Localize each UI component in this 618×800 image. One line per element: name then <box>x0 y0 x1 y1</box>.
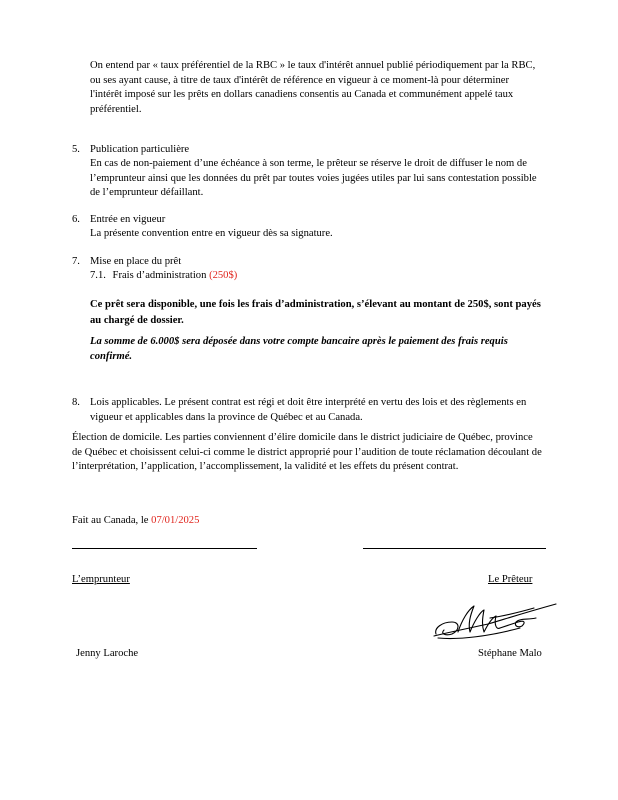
signing-date: 07/01/2025 <box>151 515 200 526</box>
section-7-italic-note: La somme de 6.000$ sera déposée dans votre compte bancaire après le paiement des frais requis confirmé. <box>90 336 508 362</box>
intro-paragraph: On entend par « taux préférentiel de la RBC » le taux d'intérêt annuel publié périodiquement par la RBC, ou ses ayant cause, à titre de taux d'intérêt de référence en vigueur à ce moment-là pour déterminer l'intérêt imposé sur les prêts en dollars canadiens consentis au Canada et communément appelé taux préférentiel. <box>90 60 536 115</box>
section-8-body: Lois applicables. Le présent contrat est régi et doit être interprété en vertu des lois et des règlements en vigueur et applicables dans la province de Québec et au Canada. <box>90 397 527 423</box>
section-5-number: 5. <box>72 144 80 155</box>
borrower-role-label: L’emprunteur <box>72 574 130 585</box>
section-7-1-line <box>90 269 237 284</box>
section-7-title: Mise en place du prêt <box>90 256 182 267</box>
section-6-number: 6. <box>72 214 80 225</box>
signing-line <box>72 514 199 529</box>
section-7-1-number: 7.1. <box>90 270 106 281</box>
lender-name: Stéphane Malo <box>478 648 542 659</box>
section-8-number: 8. <box>72 397 80 408</box>
borrower-name: Jenny Laroche <box>76 648 139 659</box>
section-5-title: Publication particulière <box>90 144 190 155</box>
signing-prefix: Fait au Canada, le <box>72 515 149 526</box>
lender-role-label: Le Prêteur <box>488 574 533 585</box>
section-6-body: La présente convention entre en vigueur dès sa signature. <box>90 228 333 239</box>
section-7-1-label: Frais d’administration <box>112 270 207 281</box>
section-7-bold-note: Ce prêt sera disponible, une fois les frais d’administration, s’élevant au montant de 250$, sont payés au chargé de dossier. <box>90 299 541 326</box>
borrower-signature-line <box>72 548 257 549</box>
section-5-body: En cas de non-paiement d’une échéance à son terme, le prêteur se réserve le droit de diffuser le nom de l’emprunteur ainsi que les données du prêt par toutes voies jugées utiles par lui sans contestation possible de l’emprunteur défaillant. <box>90 158 537 199</box>
election-paragraph: Élection de domicile. Les parties conviennent d’élire domicile dans le district judiciaire de Québec, province de Québec et choisissent celui-ci comme le district approprié pour l’audition de toute réclamation découlant de l’interprétation, l’application, l’accomplissement, la validité et les effets du présent contrat. <box>72 432 542 473</box>
lender-signature-image <box>430 598 558 644</box>
lender-signature-line <box>363 548 546 549</box>
section-6-title: Entrée en vigueur <box>90 214 166 225</box>
section-7-1-amount: (250$) <box>209 270 238 281</box>
section-7-number: 7. <box>72 256 80 267</box>
